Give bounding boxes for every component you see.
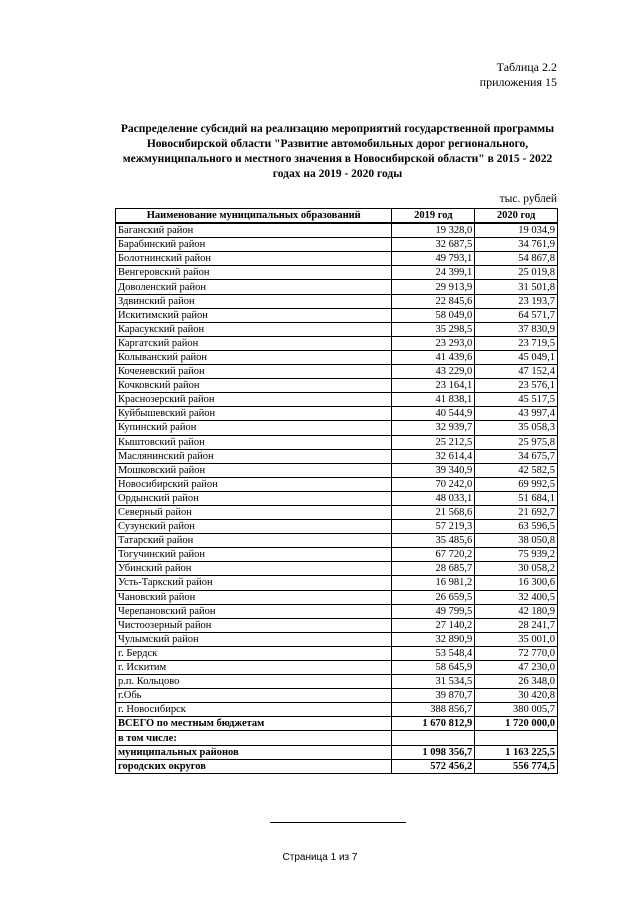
municipality-name: Каргатский район	[116, 336, 392, 350]
table-row	[116, 280, 558, 294]
value-2020: 34 761,9	[475, 238, 558, 252]
table-row	[116, 407, 558, 421]
value-2020: 23 719,5	[475, 336, 558, 350]
municipality-name: Черепановский район	[116, 604, 392, 618]
subtotal-2019: 1 098 356,7	[392, 745, 475, 759]
table-row	[116, 562, 558, 576]
value-2020: 37 830,9	[475, 322, 558, 336]
title-line: годах на 2019 - 2020 годы	[272, 168, 403, 180]
table-row	[116, 308, 558, 322]
title-line: Новосибирской области "Развитие автомобильных дорог регионального,	[146, 138, 529, 150]
municipality-name: Ордынский район	[116, 491, 392, 505]
subtotal-2020: 556 774,5	[475, 759, 558, 773]
value-2020: 23 576,1	[475, 379, 558, 393]
table-row	[116, 675, 558, 689]
municipality-name: Здвинский район	[116, 294, 392, 308]
table-row	[116, 520, 558, 534]
table-row	[116, 534, 558, 548]
value-2020: 45 049,1	[475, 350, 558, 364]
table-row	[116, 322, 558, 336]
table-row	[116, 491, 558, 505]
appendix-number: приложения 15	[479, 75, 557, 89]
value-2019: 70 242,0	[392, 477, 475, 491]
value-2020: 34 675,7	[475, 449, 558, 463]
value-2020: 26 348,0	[475, 675, 558, 689]
value-2020: 38 050,8	[475, 534, 558, 548]
value-2020: 75 939,2	[475, 548, 558, 562]
value-2020: 42 180,9	[475, 604, 558, 618]
municipality-name: Кочковский район	[116, 379, 392, 393]
value-2019: 22 845,6	[392, 294, 475, 308]
value-2019: 49 793,1	[392, 252, 475, 266]
table-row	[116, 463, 558, 477]
value-2019: 53 548,4	[392, 646, 475, 660]
value-2019: 27 140,2	[392, 618, 475, 632]
municipality-name: Усть-Таркский район	[116, 576, 392, 590]
municipality-name: г. Искитим	[116, 661, 392, 675]
municipality-name: Барабинский район	[116, 238, 392, 252]
value-2019: 41 439,6	[392, 350, 475, 364]
municipality-name: р.п. Кольцово	[116, 675, 392, 689]
value-2019: 43 229,0	[392, 365, 475, 379]
value-2019: 19 328,0	[392, 223, 475, 238]
value-2019: 48 033,1	[392, 491, 475, 505]
subtotal-row	[116, 745, 558, 759]
table-row	[116, 576, 558, 590]
value-2020: 63 596,5	[475, 520, 558, 534]
table-row	[116, 336, 558, 350]
subtotal-row	[116, 759, 558, 773]
table-row	[116, 632, 558, 646]
value-2019: 39 870,7	[392, 689, 475, 703]
municipality-name: Доволенский район	[116, 280, 392, 294]
value-2019: 67 720,2	[392, 548, 475, 562]
units-label: тыс. рублей	[499, 193, 557, 205]
municipality-name: Убинский район	[116, 562, 392, 576]
municipality-name: г.Обь	[116, 689, 392, 703]
municipality-name: Кыштовский район	[116, 435, 392, 449]
empty-cell	[475, 731, 558, 745]
subtotal-label: муниципальных районов	[116, 745, 392, 759]
table-row	[116, 703, 558, 717]
value-2020: 35 058,3	[475, 421, 558, 435]
value-2020: 47 152,4	[475, 365, 558, 379]
value-2019: 40 544,9	[392, 407, 475, 421]
value-2020: 35 001,0	[475, 632, 558, 646]
table-row	[116, 223, 558, 238]
municipality-name: Карасукский район	[116, 322, 392, 336]
table-row	[116, 661, 558, 675]
table-number: Таблица 2.2	[496, 60, 557, 74]
municipality-name: Венгеровский район	[116, 266, 392, 280]
municipality-name: Краснозерский район	[116, 393, 392, 407]
value-2020: 16 300,6	[475, 576, 558, 590]
subtotal-2020: 1 163 225,5	[475, 745, 558, 759]
value-2020: 28 241,7	[475, 618, 558, 632]
value-2020: 47 230,0	[475, 661, 558, 675]
table-row	[116, 238, 558, 252]
municipality-name: Татарский район	[116, 534, 392, 548]
column-header-name: Наименование муниципальных образований	[116, 209, 392, 224]
including-label: в том числе:	[116, 731, 392, 745]
value-2019: 32 687,5	[392, 238, 475, 252]
municipality-name: Чановский район	[116, 590, 392, 604]
value-2019: 57 219,3	[392, 520, 475, 534]
including-row	[116, 731, 558, 745]
subsidy-table	[115, 208, 558, 774]
value-2020: 54 867,8	[475, 252, 558, 266]
table-row	[116, 646, 558, 660]
municipality-name: Баганский район	[116, 223, 392, 238]
municipality-name: Искитимский район	[116, 308, 392, 322]
value-2020: 43 997,4	[475, 407, 558, 421]
table-row	[116, 294, 558, 308]
value-2019: 35 298,5	[392, 322, 475, 336]
footer-divider	[270, 822, 406, 823]
total-row	[116, 717, 558, 731]
municipality-name: г. Новосибирск	[116, 703, 392, 717]
subtotal-2019: 572 456,2	[392, 759, 475, 773]
table-row	[116, 449, 558, 463]
value-2020: 23 193,7	[475, 294, 558, 308]
value-2020: 19 034,9	[475, 223, 558, 238]
value-2019: 26 659,5	[392, 590, 475, 604]
value-2020: 45 517,5	[475, 393, 558, 407]
table-row	[116, 618, 558, 632]
municipality-name: Болотнинский район	[116, 252, 392, 266]
subtotal-label: городских округов	[116, 759, 392, 773]
value-2019: 25 212,5	[392, 435, 475, 449]
value-2020: 380 005,7	[475, 703, 558, 717]
value-2019: 21 568,6	[392, 505, 475, 519]
value-2020: 51 684,1	[475, 491, 558, 505]
value-2020: 31 501,8	[475, 280, 558, 294]
table-row	[116, 604, 558, 618]
municipality-name: Купинский район	[116, 421, 392, 435]
value-2019: 39 340,9	[392, 463, 475, 477]
title-line: межмуниципального и местного значения в Новосибирской области" в 2015 - 2022	[122, 153, 553, 165]
municipality-name: Чулымский район	[116, 632, 392, 646]
table-row	[116, 350, 558, 364]
value-2020: 25 019,8	[475, 266, 558, 280]
value-2019: 41 838,1	[392, 393, 475, 407]
value-2020: 64 571,7	[475, 308, 558, 322]
municipality-name: Мошковский район	[116, 463, 392, 477]
value-2019: 58 645,9	[392, 661, 475, 675]
table-row	[116, 421, 558, 435]
value-2020: 21 692,7	[475, 505, 558, 519]
empty-cell	[392, 731, 475, 745]
table-row	[116, 365, 558, 379]
table-row	[116, 435, 558, 449]
table-row	[116, 252, 558, 266]
table-row	[116, 266, 558, 280]
value-2019: 31 534,5	[392, 675, 475, 689]
total-2019: 1 670 812,9	[392, 717, 475, 731]
table-row	[116, 548, 558, 562]
value-2019: 16 981,2	[392, 576, 475, 590]
municipality-name: Коченевский район	[116, 365, 392, 379]
table-row	[116, 477, 558, 491]
page-number: Страница 1 из 7	[282, 852, 358, 863]
value-2019: 388 856,7	[392, 703, 475, 717]
municipality-name: Тогучинский район	[116, 548, 392, 562]
total-2020: 1 720 000,0	[475, 717, 558, 731]
column-header-2019: 2019 год	[392, 209, 475, 224]
table-row	[116, 689, 558, 703]
table-reference	[480, 60, 557, 90]
municipality-name: Чистоозерный район	[116, 618, 392, 632]
value-2019: 35 485,6	[392, 534, 475, 548]
municipality-name: Маслянинский район	[116, 449, 392, 463]
table-body	[116, 223, 558, 773]
municipality-name: г. Бердск	[116, 646, 392, 660]
table-row	[116, 393, 558, 407]
value-2020: 42 582,5	[475, 463, 558, 477]
value-2019: 23 164,1	[392, 379, 475, 393]
value-2020: 69 992,5	[475, 477, 558, 491]
total-label: ВСЕГО по местным бюджетам	[116, 717, 392, 731]
value-2020: 30 420,8	[475, 689, 558, 703]
value-2020: 25 975,8	[475, 435, 558, 449]
value-2019: 29 913,9	[392, 280, 475, 294]
table-row	[116, 590, 558, 604]
value-2020: 32 400,5	[475, 590, 558, 604]
value-2019: 49 799,5	[392, 604, 475, 618]
document-title	[95, 122, 580, 182]
value-2019: 23 293,0	[392, 336, 475, 350]
municipality-name: Колыванский район	[116, 350, 392, 364]
table-row	[116, 379, 558, 393]
title-line: Распределение субсидий на реализацию мероприятий государственной программы	[120, 123, 555, 135]
municipality-name: Куйбышевский район	[116, 407, 392, 421]
value-2020: 30 058,2	[475, 562, 558, 576]
municipality-name: Северный район	[116, 505, 392, 519]
value-2020: 72 770,0	[475, 646, 558, 660]
municipality-name: Новосибирский район	[116, 477, 392, 491]
table-row	[116, 505, 558, 519]
value-2019: 32 939,7	[392, 421, 475, 435]
value-2019: 32 614,4	[392, 449, 475, 463]
value-2019: 32 890,9	[392, 632, 475, 646]
column-header-2020: 2020 год	[475, 209, 558, 224]
value-2019: 28 685,7	[392, 562, 475, 576]
value-2019: 24 399,1	[392, 266, 475, 280]
municipality-name: Сузунский район	[116, 520, 392, 534]
table-header-row	[116, 209, 558, 224]
value-2019: 58 049,0	[392, 308, 475, 322]
